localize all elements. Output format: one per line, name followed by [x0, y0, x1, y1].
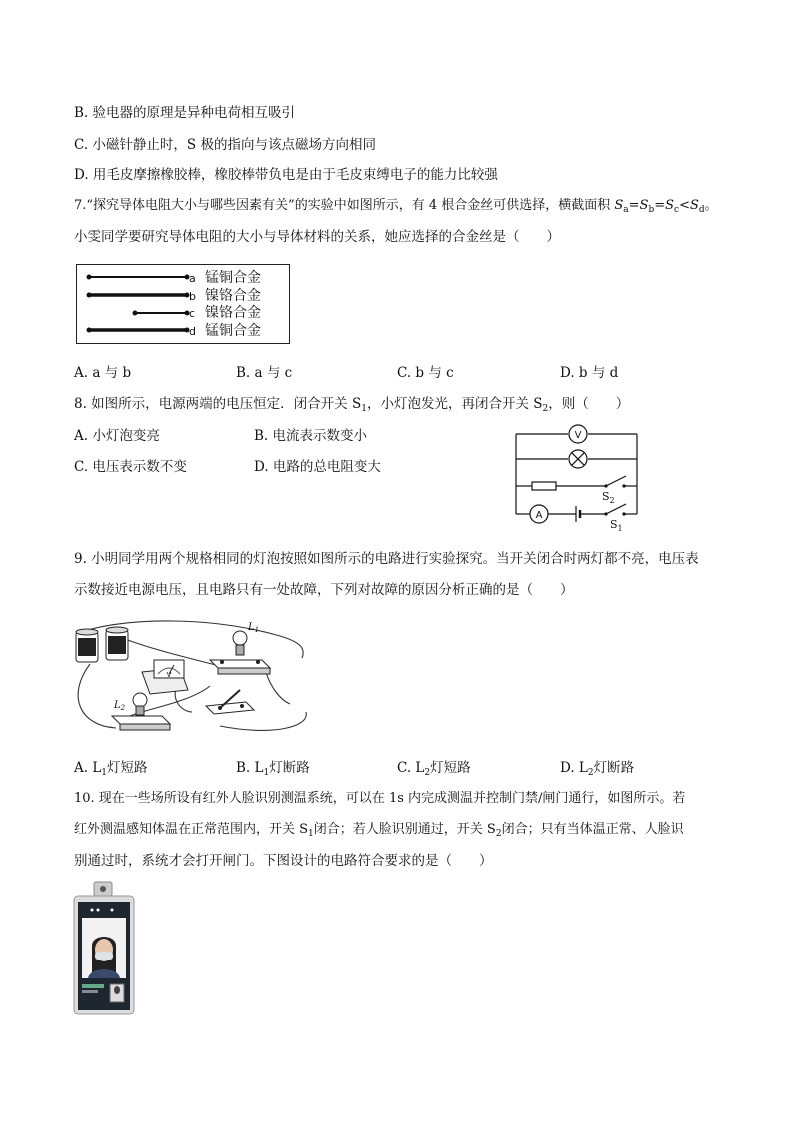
- q9-option-d: D. $L_2$灯断路: [560, 760, 635, 778]
- q7-stem-line2: 小雯同学要研究导体电阻的大小与导体材料的关系，她应选择的合金丝是（ ）: [74, 229, 560, 245]
- q7-option-c: C. b 与 c: [397, 365, 454, 381]
- q7-option-a: A. a 与 b: [74, 365, 132, 381]
- q10-stem-line1: 10. 现在一些场所设有红外人脸识别测温系统，可以在 1s 内完成测温并控制门禁/闸门通行，如图所示。若: [74, 791, 686, 806]
- q7-wire-labels: [189, 270, 261, 340]
- ammeter-icon: [530, 505, 548, 523]
- battery-cell-2-icon: [106, 627, 128, 660]
- wire-label-d: d 锰铜合金: [189, 322, 261, 339]
- person-face-icon: [88, 937, 120, 978]
- q7-option-b: B. a 与 c: [236, 365, 293, 381]
- resistor-icon: [532, 482, 556, 490]
- q7-option-d: D. b 与 d: [560, 365, 619, 381]
- battery-cell-1-icon: [76, 629, 98, 662]
- q8-option-a: A. 小灯泡变亮: [74, 428, 160, 444]
- q9-stem-line1: 9. 小明同学用两个规格相同的灯泡按照如图所示的电路进行实验探究。当开关闭合时两灯都不亮，电压表: [74, 551, 699, 567]
- voltmeter-icon: [569, 425, 587, 443]
- q9-option-b: B. $L_1$灯断路: [236, 760, 310, 778]
- switch-s1-label: $S_1$: [610, 518, 623, 533]
- voltmeter-label: V: [574, 430, 582, 441]
- q9-circuit-photo: [70, 616, 320, 746]
- wire-label-b: b 镍铬合金: [189, 287, 261, 304]
- voltmeter-photo-label: V: [166, 671, 172, 679]
- wire-label-c: c 镍铬合金: [189, 305, 261, 321]
- q6-option-d: D. 用毛皮摩擦橡胶棒，橡胶棒带负电是由于毛皮束缚电子的能力比较强: [74, 167, 498, 183]
- voltmeter-meter-icon: [142, 660, 188, 694]
- q9-option-a: A. $L_1$灯短路: [74, 760, 148, 778]
- q8-circuit-diagram: [506, 424, 646, 534]
- switch-s2-label: $S_2$: [602, 490, 615, 505]
- wire-label-a: a 锰铜合金: [189, 270, 261, 286]
- q9-option-c: C. $L_2$灯短路: [397, 760, 471, 778]
- q8-option-b: B. 电流表示数变小: [254, 428, 368, 444]
- q8-option-d: D. 电路的总电阻变大: [254, 459, 381, 475]
- label-l1: $L_1$: [248, 622, 260, 634]
- q8-stem: 8. 如图所示，电源两端的电压恒定．闭合开关 $S_1$，小灯泡发光，再闭合开关 $S_2$，则（ ）: [74, 396, 630, 414]
- lamp-icon: [569, 450, 587, 468]
- q10-stem-line3: 别通过时，系统才会打开闸门。下图设计的电路符合要求的是（ ）: [74, 853, 493, 869]
- label-l2: $L_2$: [114, 700, 126, 712]
- q6-option-b: B. 验电器的原理是异种电荷相互吸引: [74, 105, 296, 121]
- q7-wire-figure: [76, 264, 290, 344]
- lamp-l1-icon: [210, 631, 270, 674]
- battery-icon: [576, 506, 580, 522]
- q10-stem-line2: 红外测温感知体温在正常范围内，开关 $S_1$闭合；若人脸识别通过，开关 $S_2$闭合；只有当体温正常、人脸识: [74, 822, 684, 839]
- ammeter-label: A: [535, 510, 543, 521]
- q8-option-c: C. 电压表示数不变: [74, 459, 187, 475]
- face-recognition-terminal-image: [72, 880, 136, 1016]
- knife-switch-icon: [206, 690, 254, 714]
- q9-stem-line2: 示数接近电源电压，且电路只有一处故障，下列对故障的原因分析正确的是（ ）: [74, 582, 574, 598]
- q6-option-c: C. 小磁针静止时，S 极的指向与该点磁场方向相同: [74, 137, 376, 153]
- q7-stem-line1: 7.“探究导体电阻大小与哪些因素有关”的实验中如图所示，有 4 根合金丝可供选择，横截面积 $S_a=S_b=S_c<S_d$。: [74, 198, 718, 215]
